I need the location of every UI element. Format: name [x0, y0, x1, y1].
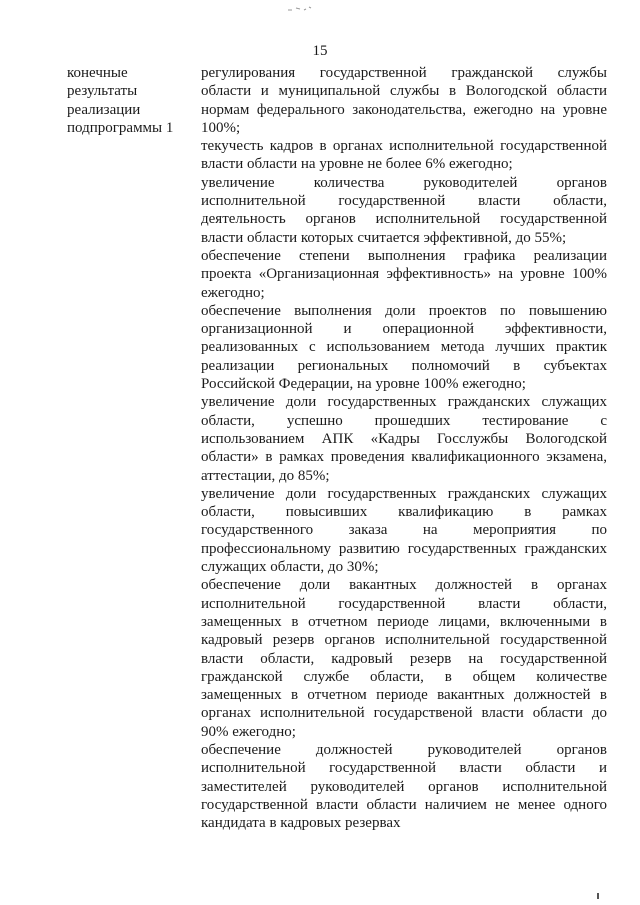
result-item-line: органах исполнительной государственой власти области до — [201, 705, 607, 722]
result-item — [201, 741, 607, 832]
result-item-line: власти области, кадровый резерв на государственной — [201, 650, 607, 667]
result-item-line: государственного заказа на мероприятия по — [201, 522, 607, 539]
result-item-line: ежегодно; — [201, 284, 265, 301]
scan-artifact — [286, 6, 314, 12]
result-item — [201, 137, 607, 174]
result-item-line: обеспечение доли вакантных должностей в органах — [201, 577, 607, 594]
result-item-line: реализации региональных полномочий в субъектах — [201, 357, 607, 374]
row-label-line: конечные — [67, 65, 128, 81]
result-item-line: области, повысивших квалификацию в рамках — [201, 504, 607, 521]
result-item-line: текучесть кадров в органах исполнительной государственной — [201, 138, 607, 155]
result-item-line: увеличение количества руководителей органов — [201, 174, 607, 191]
row-label-line: реализации — [67, 101, 141, 118]
result-item-line: обеспечение должностей руководителей органов — [201, 741, 607, 758]
result-item-line: профессиональному развитию государственных гражданских — [201, 540, 607, 557]
result-item — [201, 576, 607, 741]
result-item-line: регулирования государственной гражданской службы — [201, 65, 607, 81]
result-item-line: кандидата в кадровых резервах — [201, 815, 401, 832]
result-item — [201, 393, 607, 484]
result-item — [201, 174, 607, 247]
result-item-line: использованием АПК «Кадры Госслужбы Вологодской — [201, 430, 607, 447]
result-item — [201, 302, 607, 393]
result-item-line: исполнительной государственной власти области, — [201, 595, 607, 612]
result-item-line: гражданской службе области, в общем количестве — [201, 668, 607, 685]
result-item-line: замещенных в отчетном периоде вакантных должностей в — [201, 687, 607, 704]
result-item-line: исполнительной государственной власти области и — [201, 760, 607, 777]
result-item — [201, 247, 607, 302]
result-item-line: государственной власти области наличием не менее одного — [201, 796, 607, 813]
row-label — [67, 64, 193, 137]
result-item-line: области» в рамках проведения квалификационного экзамена, — [201, 449, 607, 466]
result-item-line: деятельность органов исполнительной государственной — [201, 211, 607, 228]
result-item — [201, 485, 607, 576]
result-item-line: 90% ежегодно; — [201, 723, 296, 740]
results-list — [201, 64, 607, 832]
result-item-line: замещенных в отчетном периоде лицами, включенными в — [201, 613, 607, 630]
result-item-line: организационной и операционной эффективности, — [201, 321, 607, 338]
result-item-line: власти области на уровне не более 6% ежегодно; — [201, 156, 513, 173]
result-item-line: увеличение доли государственных гражданских служащих — [201, 485, 607, 502]
row-label-line: результаты — [67, 83, 138, 100]
result-item-line: кадровый резерв органов исполнительной государственной — [201, 632, 607, 649]
result-item-line: исполнительной государственной власти области, — [201, 193, 607, 210]
result-item-line: заместителей руководителей органов исполнительной — [201, 778, 607, 795]
result-item-line: служащих области, до 30%; — [201, 559, 379, 576]
result-item-line: реализованных с использованием метода лучших практик — [201, 339, 607, 356]
result-item-line: обеспечение степени выполнения графика реализации — [201, 247, 607, 264]
result-item-line: нормам федерального законодательства, ежегодно на уровне — [201, 101, 607, 118]
result-item-line: области, успешно прошедших тестирование с — [201, 412, 607, 429]
result-item-line: аттестации, до 85%; — [201, 467, 330, 484]
result-item — [201, 64, 607, 137]
row-label-line: подпрограммы 1 — [67, 119, 174, 136]
result-item-line: увеличение доли государственных гражданских служащих — [201, 394, 607, 411]
result-item-line: обеспечение выполнения доли проектов по повышению — [201, 302, 607, 319]
scan-artifact-dot — [597, 893, 599, 899]
result-item-line: проекта «Организационная эффективность» на уровне 100% — [201, 266, 607, 283]
result-item-line: Российской Федерации, на уровне 100% ежегодно; — [201, 376, 526, 393]
result-item-line: власти области которых считается эффективной, до 55%; — [201, 229, 567, 246]
page-number: 15 — [312, 43, 328, 59]
result-item-line: 100%; — [201, 119, 241, 136]
result-item-line: области и муниципальной службы в Вологодской области — [201, 83, 607, 100]
